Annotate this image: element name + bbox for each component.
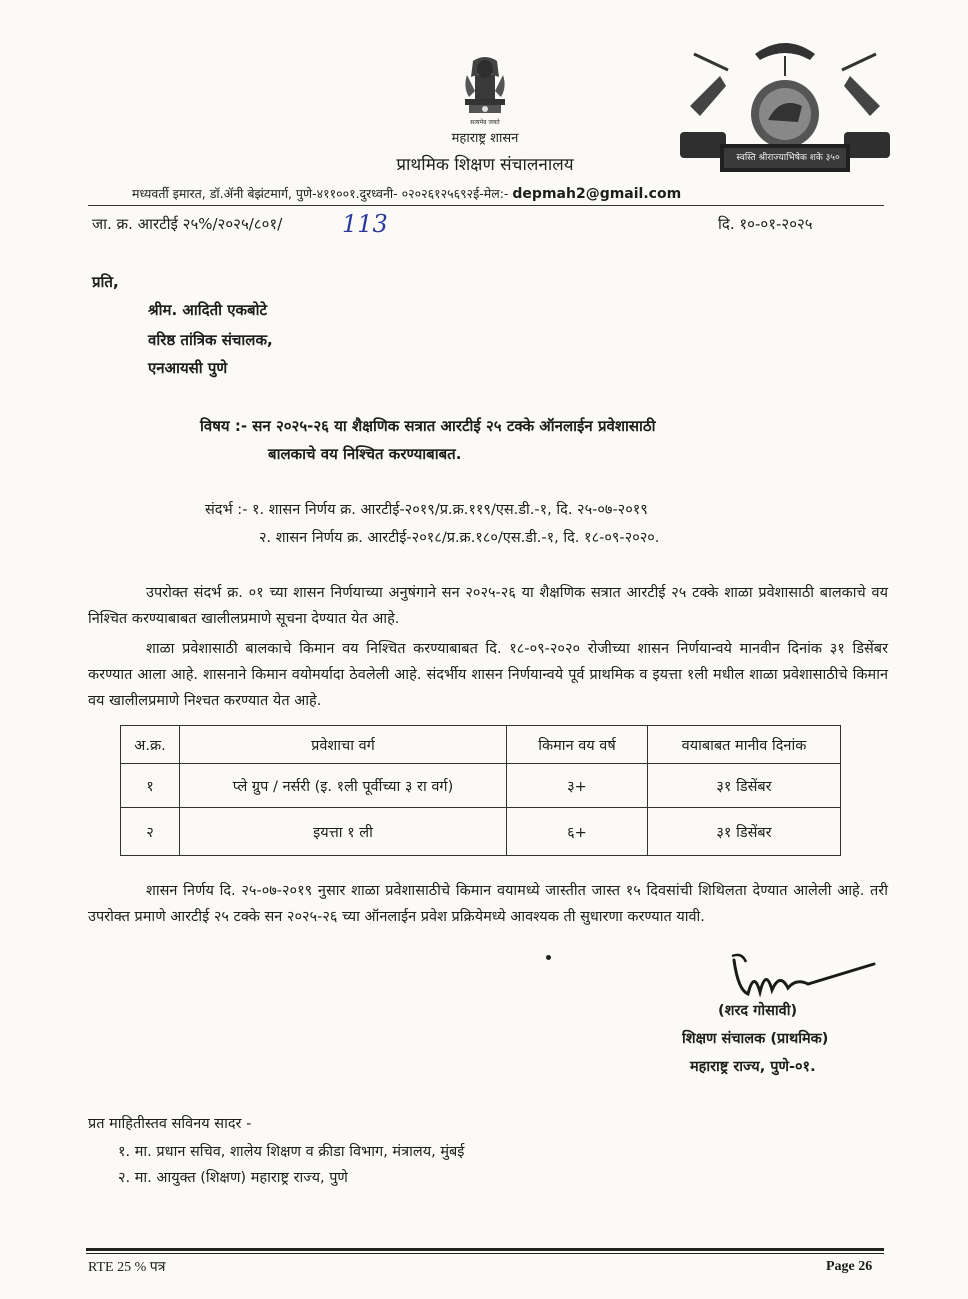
copy-item: २. मा. आयुक्त (शिक्षण) महाराष्ट्र राज्य, पुणे xyxy=(118,1170,348,1186)
paragraph-1-text: उपरोक्त संदर्भ क्र. ०१ च्या शासन निर्णयाच्या अनुषंगाने सन २०२५-२६ या शैक्षणिक सत्रात आरटीई २५ टक्के शाळा प्रवेशासाठी बालकाचे वय निश्चित करण्याबाबत खालीलप्रमाणे सूचना देण्यात येत आहे. xyxy=(88,585,888,627)
government-name: महाराष्ट्र शासन xyxy=(451,131,519,146)
addressee-designation: वरिष्ठ तांत्रिक संचालक, xyxy=(148,331,273,349)
table-cell: इयत्ता १ ली xyxy=(180,808,507,856)
subject xyxy=(200,412,656,468)
addressee-name: श्रीम. आदिती एकबोटे xyxy=(148,301,268,319)
salutation: प्रति, xyxy=(92,273,119,291)
copy-item: १. मा. प्रधान सचिव, शालेय शिक्षण व क्रीडा विभाग, मंत्रालय, मुंबई xyxy=(118,1144,465,1160)
reference-line-2: २. शासन निर्णय क्र. आरटीई-२०१८/प्र.क्र.१८०/एस.डी.-१, दि. १८-०९-२०२०. xyxy=(259,530,660,546)
header-divider xyxy=(88,205,884,206)
paragraph-2-text: शाळा प्रवेशासाठी बालकाचे किमान वय निश्चित करण्याबाबत दि. १८-०९-२०२० रोजीच्या शासन निर्णयान्वये मानवीन दिनांक ३१ डिसेंबर करण्यात आला आहे. शासनाने किमान वयोमर्यादा ठेवलेली आहे. संदर्भीय शासन निर्णयान्वये पूर्व प्राथमिक व इयत्ता १ली मधील शाळा प्रवेशासाठीचे किमान वय खालीलप्रमाणे निश्चत करण्यात येत आहे. xyxy=(88,641,888,709)
office-name: प्राथमिक शिक्षण संचालनालय xyxy=(396,155,574,175)
footer-divider-thin xyxy=(86,1253,884,1254)
signatory-title: शिक्षण संचालक (प्राथमिक) xyxy=(682,1031,829,1047)
table-cell: २ xyxy=(121,808,180,856)
paragraph-3-text: शासन निर्णय दि. २५-०७-२०१९ नुसार शाळा प्रवेशासाठीचे किमान वयामध्ये जास्तीत जास्त १५ दिवसांची शिथिलता देण्यात आलेली आहे. तरी उपरोक्त प्रमाणे आरटीई २५ टक्के सन २०२५-२६ च्या ऑनलाईन प्रवेश प्रक्रियेमध्ये आवश्यक ती सुधारणा करण्यात यावी. xyxy=(88,883,888,925)
signature-scribble xyxy=(728,950,878,1005)
email-address: depmah2@gmail.com xyxy=(512,186,682,202)
table-header-row xyxy=(121,726,841,764)
table-row xyxy=(121,808,841,856)
reference-number-handwritten: 113 xyxy=(342,210,388,238)
table-cell: १ xyxy=(121,764,180,808)
page-number: Page 26 xyxy=(826,1259,873,1274)
table-header: अ.क्र. xyxy=(121,726,180,764)
table-cell: ३१ डिसेंबर xyxy=(648,764,841,808)
footer-document-label: RTE 25 % पत्र xyxy=(88,1260,166,1275)
office-address xyxy=(132,185,892,202)
paragraph-1 xyxy=(88,580,888,632)
subject-line-1: विषय :- सन २०२५-२६ या शैक्षणिक सत्रात आरटीई २५ टक्के ऑनलाईन प्रवेशासाठी xyxy=(200,417,656,435)
copy-heading: प्रत माहितीस्तव सविनय सादर - xyxy=(88,1116,252,1132)
signatory-place: महाराष्ट्र राज्य, पुणे-०१. xyxy=(690,1059,816,1075)
table-cell: ६+ xyxy=(507,808,648,856)
signatory-name: (शरद गोसावी) xyxy=(718,1003,798,1019)
footer-divider xyxy=(86,1248,884,1251)
age-table xyxy=(120,725,841,856)
paragraph-3 xyxy=(88,878,888,930)
table-cell: प्ले ग्रुप / नर्सरी (इ. १ली पूर्वीच्या ३ रा वर्ग) xyxy=(180,764,507,808)
references xyxy=(205,496,659,552)
paragraph-2 xyxy=(88,636,888,714)
seal-caption: स्वस्ति श्रीराज्याभिषेक शके ३५० xyxy=(736,153,840,163)
address-text: मध्यवर्ती इमारत, डॉ.ॲनी बेझंटमार्ग, पुणे-४११००१.दुरध्वनी- ०२०२६१२५६९२ई-मेल:- xyxy=(132,186,513,201)
table-cell: ३+ xyxy=(507,764,648,808)
letter-date: दि. १०-०१-२०२५ xyxy=(718,215,813,233)
reference-number: जा. क्र. आरटीई २५%/२०२५/८०१/ xyxy=(92,215,283,233)
addressee-office: एनआयसी पुणे xyxy=(148,359,228,377)
table-row xyxy=(121,764,841,808)
table-cell: ३१ डिसेंबर xyxy=(648,808,841,856)
subject-line-2: बालकाचे वय निश्चित करण्याबाबत. xyxy=(268,445,462,463)
emblem-motto: सत्यमेव जयते xyxy=(470,119,500,126)
table-header: किमान वय वर्ष xyxy=(507,726,648,764)
table-header: वयाबाबत मानीव दिनांक xyxy=(648,726,841,764)
table-header: प्रवेशाचा वर्ग xyxy=(180,726,507,764)
ink-dot xyxy=(546,955,551,960)
reference-line-1: संदर्भ :- १. शासन निर्णय क्र. आरटीई-२०१९/प्र.क्र.११९/एस.डी.-१, दि. २५-०७-२०१९ xyxy=(205,502,648,518)
